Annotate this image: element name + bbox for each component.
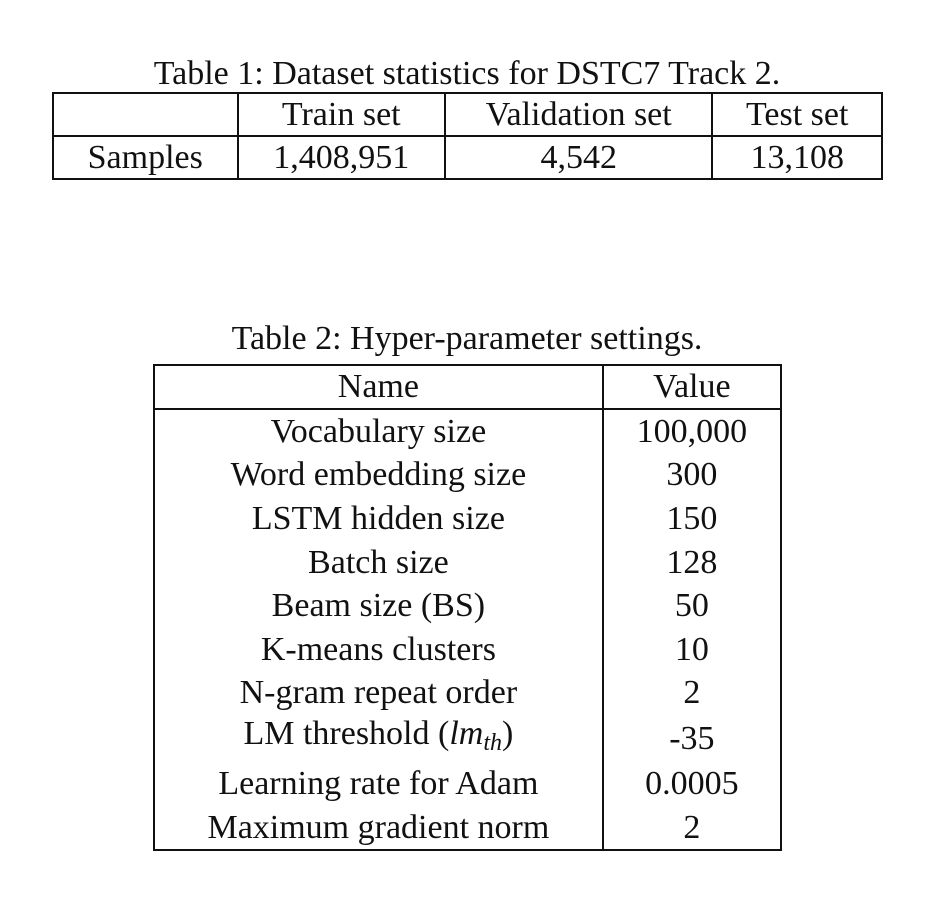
param-value: 150 (603, 497, 781, 541)
param-value: 10 (603, 628, 781, 672)
table1-header-train: Train set (238, 93, 446, 136)
table2-header-value: Value (603, 365, 781, 409)
param-name: Maximum gradient norm (154, 806, 603, 851)
param-name: Word embedding size (154, 454, 603, 498)
param-name: Vocabulary size (154, 409, 603, 454)
table-row (154, 497, 781, 541)
table-row (154, 409, 781, 454)
hyper-parameter-table (153, 364, 782, 851)
table-row (154, 806, 781, 851)
table1-train-value: 1,408,951 (238, 136, 446, 179)
table-row (154, 672, 781, 716)
table1-row-label: Samples (53, 136, 238, 179)
param-value: 100,000 (603, 409, 781, 454)
table-row (154, 762, 781, 806)
param-value: 128 (603, 541, 781, 585)
table1-header-validation: Validation set (445, 93, 712, 136)
table1-row-samples (53, 136, 882, 179)
table-row (154, 584, 781, 628)
table1-header-test: Test set (712, 93, 882, 136)
param-name-lm-threshold (154, 715, 603, 762)
table1-test-value: 13,108 (712, 136, 882, 179)
table-row (154, 541, 781, 585)
table-row (154, 454, 781, 498)
table-row (154, 715, 781, 762)
param-name-suffix: ) (501, 715, 514, 753)
table1-caption: Table 1: Dataset statistics for DSTC7 Track 2. (153, 55, 781, 92)
table2-caption: Table 2: Hyper-parameter settings. (231, 320, 703, 357)
param-value: -35 (603, 715, 781, 762)
param-name: LSTM hidden size (154, 497, 603, 541)
param-name: K-means clusters (154, 628, 603, 672)
param-name: N-gram repeat order (154, 672, 603, 716)
math-subscript-th: th (483, 730, 502, 757)
param-value: 2 (603, 672, 781, 716)
param-name: Batch size (154, 541, 603, 585)
param-value: 0.0005 (603, 762, 781, 806)
param-value: 300 (603, 454, 781, 498)
table1-validation-value: 4,542 (445, 136, 712, 179)
table1-header-row (53, 93, 882, 136)
param-name: Learning rate for Adam (154, 762, 603, 806)
param-name-prefix: LM threshold ( (243, 715, 450, 753)
dataset-statistics-table (52, 92, 883, 180)
table2-header-row (154, 365, 781, 409)
table-row (154, 628, 781, 672)
param-name: Beam size (BS) (154, 584, 603, 628)
math-lm: lm (449, 715, 484, 753)
param-value: 2 (603, 806, 781, 851)
table2-header-name: Name (154, 365, 603, 409)
table1-header-empty (53, 93, 238, 136)
param-value: 50 (603, 584, 781, 628)
